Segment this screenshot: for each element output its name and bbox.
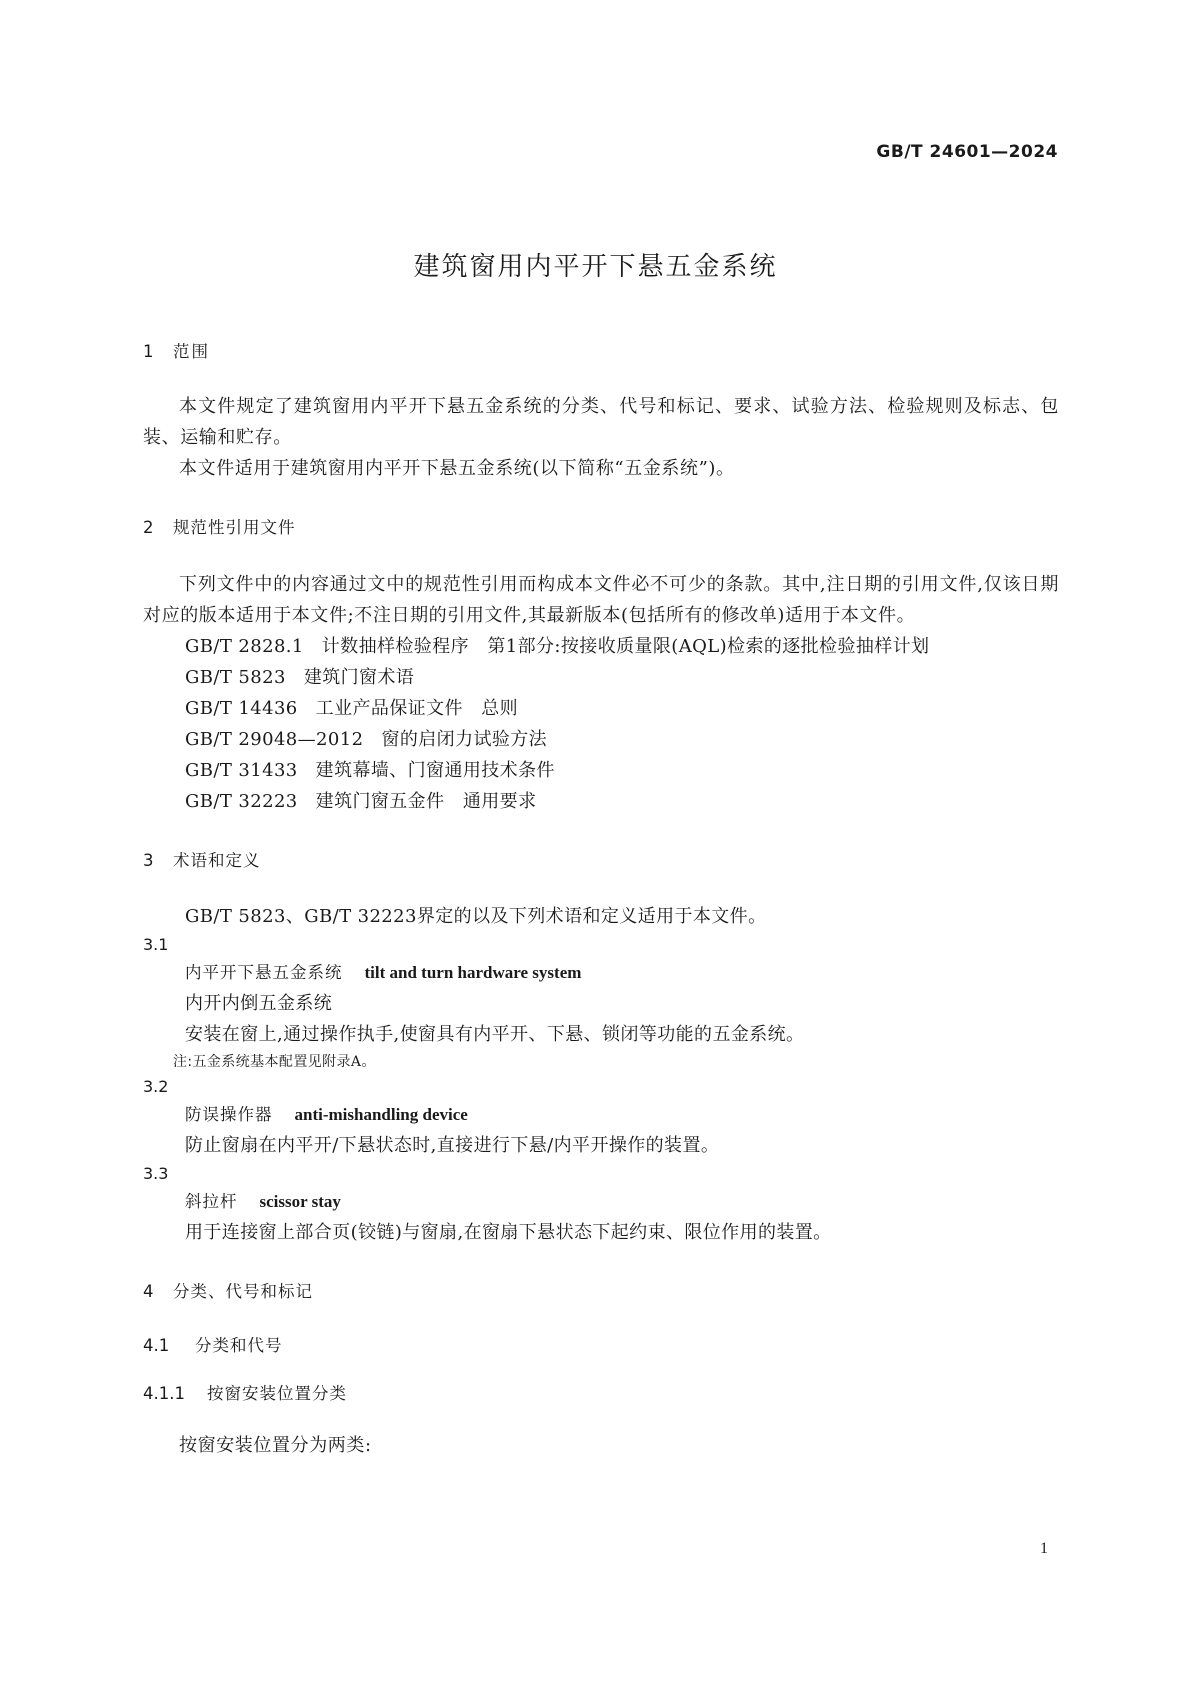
document-title: 建筑窗用内平开下悬五金系统 <box>413 252 778 282</box>
term-en: tilt and turn hardware system <box>364 963 582 982</box>
reference-item <box>143 786 1059 817</box>
document-body <box>143 338 1059 1461</box>
term-note <box>143 1050 1059 1074</box>
reference-code: GB/T 32223 <box>185 791 298 812</box>
reference-code: GB/T 5823 <box>185 667 286 688</box>
reference-title: 窗的启闭力试验方法 <box>381 729 548 750</box>
terms-intro: GB/T 5823、GB/T 32223界定的以及下列术语和定义适用于本文件。 <box>185 906 767 927</box>
reference-title: 工业产品保证文件 总则 <box>315 698 519 719</box>
term-definition: 安装在窗上,通过操作执手,使窗具有内平开、下悬、锁闭等功能的五金系统。 <box>185 1024 805 1045</box>
reference-code: GB/T 29048—2012 <box>185 729 364 750</box>
subsection-title: 按窗安装位置分类 <box>207 1384 347 1403</box>
section-title: 分类、代号和标记 <box>173 1282 313 1301</box>
subsection-title: 分类和代号 <box>195 1336 283 1355</box>
term-number: 3.3 <box>143 1164 169 1183</box>
term-alternative: 内开内倒五金系统 <box>185 993 333 1014</box>
section-3-heading <box>143 847 1059 871</box>
reference-item <box>143 631 1059 662</box>
scope-paragraph-2: 本文件适用于建筑窗用内平开下悬五金系统(以下简称“五金系统”)。 <box>179 458 735 479</box>
section-4-heading <box>143 1278 1059 1302</box>
term-zh: 内平开下悬五金系统 <box>185 963 343 982</box>
term-heading <box>143 958 1059 988</box>
reference-title: 建筑幕墙、门窗通用技术条件 <box>315 760 555 781</box>
classification-paragraph: 按窗安装位置分为两类: <box>179 1435 372 1456</box>
subsection-number: 4.1.1 <box>143 1384 185 1403</box>
note-label: 注: <box>173 1054 193 1070</box>
section-title: 范围 <box>173 342 210 361</box>
reference-item <box>143 693 1059 724</box>
subsection-4-1-heading <box>143 1332 1059 1356</box>
standard-code: GB/T 24601—2024 <box>876 142 1058 162</box>
section-2-heading <box>143 514 1059 538</box>
reference-code: GB/T 14436 <box>185 698 298 719</box>
scope-paragraph-1: 本文件规定了建筑窗用内平开下悬五金系统的分类、代号和标记、要求、试验方法、检验规则及标志、包装、运输和贮存。 <box>143 396 1059 448</box>
term-en: anti-mishandling device <box>294 1105 468 1124</box>
term-heading <box>143 1187 1059 1217</box>
subsection-4-1-1-heading <box>143 1380 1059 1404</box>
section-number: 2 <box>143 518 154 537</box>
reference-title: 建筑门窗五金件 通用要求 <box>315 791 537 812</box>
reference-code: GB/T 2828.1 <box>185 636 304 657</box>
reference-title: 建筑门窗术语 <box>303 667 415 688</box>
term-number: 3.1 <box>143 935 169 954</box>
term-zh: 斜拉杆 <box>185 1192 238 1211</box>
term-definition: 防止窗扇在内平开/下悬状态时,直接进行下悬/内平开操作的装置。 <box>185 1135 720 1156</box>
reference-item <box>143 755 1059 786</box>
term-heading <box>143 1100 1059 1130</box>
reference-code: GB/T 31433 <box>185 760 298 781</box>
section-title: 规范性引用文件 <box>173 518 296 537</box>
section-1-heading <box>143 338 1059 362</box>
reference-title: 计数抽样检验程序 第1部分:按接收质量限(AQL)检索的逐批检验抽样计划 <box>321 636 930 657</box>
subsection-number: 4.1 <box>143 1336 170 1355</box>
page-number: 1 <box>1040 1540 1048 1557</box>
section-number: 3 <box>143 851 154 870</box>
note-text: 五金系统基本配置见附录A。 <box>192 1054 376 1070</box>
reference-item <box>143 662 1059 693</box>
section-title: 术语和定义 <box>173 851 261 870</box>
section-number: 4 <box>143 1282 154 1301</box>
term-en: scissor stay <box>259 1192 341 1211</box>
term-number: 3.2 <box>143 1077 169 1096</box>
term-zh: 防误操作器 <box>185 1105 273 1124</box>
term-definition: 用于连接窗上部合页(铰链)与窗扇,在窗扇下悬状态下起约束、限位作用的装置。 <box>185 1222 832 1243</box>
normative-references-paragraph: 下列文件中的内容通过文中的规范性引用而构成本文件必不可少的条款。其中,注日期的引用文件,仅该日期对应的版本适用于本文件;不注日期的引用文件,其最新版本(包括所有的修改单)适用于本文件。 <box>143 574 1059 626</box>
section-number: 1 <box>143 342 154 361</box>
reference-item <box>143 724 1059 755</box>
